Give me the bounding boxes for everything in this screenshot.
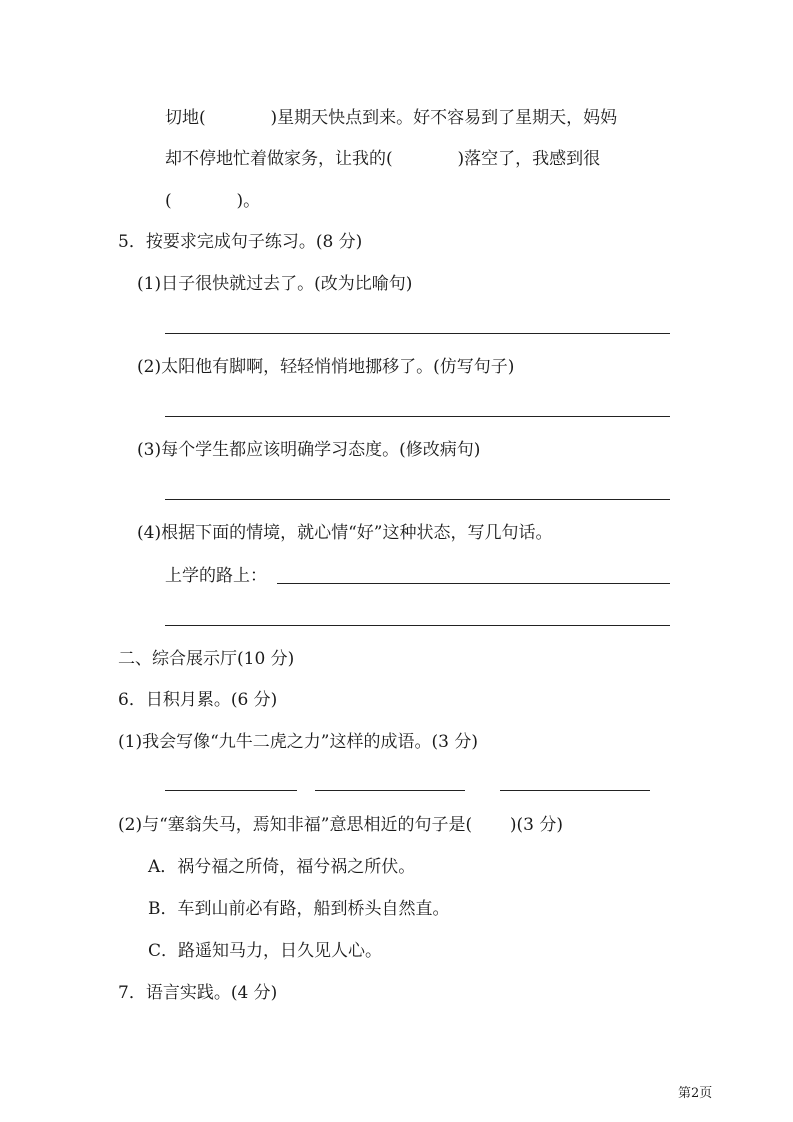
question-6-sub-2: (2)与“塞翁失马，焉知非福”意思相近的句子是( )(3 分) xyxy=(118,815,564,835)
question-5-item-4: (4)根据下面的情境，就心情“好”这种状态，写几句话。 xyxy=(137,523,553,543)
question-5-title: 5．按要求完成句子练习。(8 分) xyxy=(118,232,363,252)
question-6-title: 6．日积月累。(6 分) xyxy=(118,690,278,710)
option-c[interactable]: C．路遥知马力，日久见人心。 xyxy=(148,941,383,961)
answer-line-5-2[interactable] xyxy=(165,416,670,417)
passage-line-2: 却不停地忙着做家务，让我的( )落空了，我感到很 xyxy=(165,149,601,169)
section-2-title: 二、综合展示厅(10 分) xyxy=(118,649,295,669)
scenario-label: 上学的路上： xyxy=(165,566,267,586)
question-6-sub-1: (1)我会写像“九牛二虎之力”这样的成语。(3 分) xyxy=(118,732,478,752)
question-5-item-2: (2)太阳他有脚啊，轻轻悄悄地挪移了。(仿写句子) xyxy=(137,357,515,377)
answer-line-5-4a[interactable] xyxy=(277,583,670,584)
idiom-blank-2[interactable] xyxy=(315,790,465,791)
question-5-item-3: (3)每个学生都应该明确学习态度。(修改病句) xyxy=(137,440,481,460)
answer-line-5-3[interactable] xyxy=(165,499,670,500)
answer-line-5-4b[interactable] xyxy=(165,625,670,626)
answer-line-5-1[interactable] xyxy=(165,333,670,334)
passage-line-1: 切地( )星期天快点到来。好不容易到了星期天，妈妈 xyxy=(165,108,618,128)
question-5-item-1: (1)日子很快就过去了。(改为比喻句) xyxy=(137,274,413,294)
page-number: 第2页 xyxy=(678,1086,713,1101)
question-7-title: 7．语言实践。(4 分) xyxy=(118,983,278,1003)
option-b[interactable]: B．车到山前必有路，船到桥头自然直。 xyxy=(148,899,450,919)
idiom-blank-3[interactable] xyxy=(500,790,650,791)
idiom-blank-1[interactable] xyxy=(165,790,297,791)
option-a[interactable]: A．祸兮福之所倚，福兮祸之所伏。 xyxy=(148,857,416,877)
passage-line-3: ( )。 xyxy=(165,191,261,211)
